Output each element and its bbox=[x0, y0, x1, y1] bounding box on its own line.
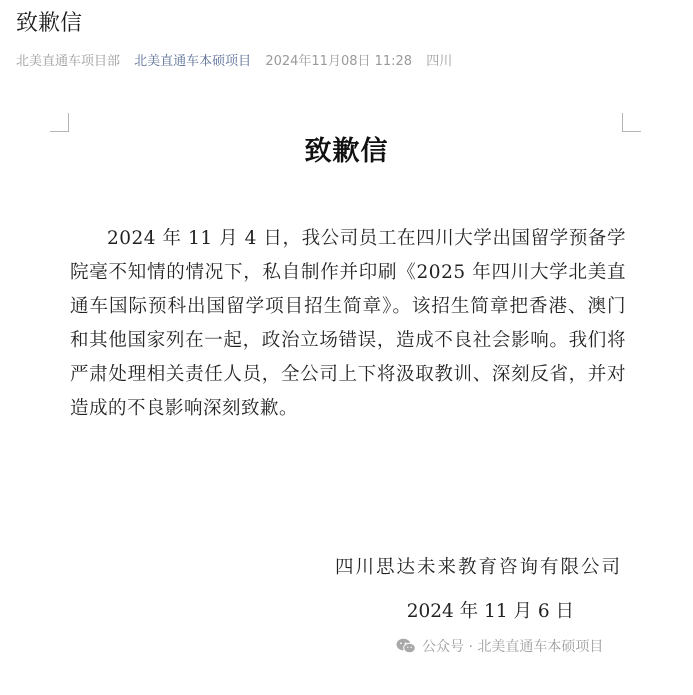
letter-heading: 致歉信 bbox=[304, 136, 389, 167]
watermark bbox=[396, 634, 603, 658]
letter-date: 2024 年 11 月 6 日 bbox=[406, 601, 574, 622]
meta-department: 北美直通车项目部 bbox=[16, 54, 121, 69]
corner-mark-left bbox=[50, 113, 69, 132]
article-meta bbox=[16, 52, 462, 72]
meta-location: 四川 bbox=[426, 54, 453, 69]
letter-body: 2024 年 11 月 4 日，我公司员工在四川大学出国留学预备学院毫不知情的情况下，私自制作并印刷《2025 年四川大学北美直通车国际预科出国留学项目招生简章》。该招生简章把香港、澳门和其他国家列在一起，政治立场错误，造成不良社会影响。我们将严肃处理相关责任人员，全公司上下将汲取教训、深刻反省，并对造成的不良影响深刻致歉。 bbox=[70, 228, 626, 419]
meta-account-link[interactable]: 北美直通车本硕项目 bbox=[134, 54, 252, 69]
wechat-icon bbox=[396, 638, 416, 654]
corner-mark-right bbox=[622, 113, 641, 132]
article-title: 致歉信 bbox=[16, 11, 83, 36]
letter-company: 四川思达未来教育咨询有限公司 bbox=[334, 557, 622, 578]
meta-datetime: 2024年11月08日 11:28 bbox=[265, 54, 413, 69]
watermark-text: 公众号 · 北美直通车本硕项目 bbox=[422, 639, 604, 655]
